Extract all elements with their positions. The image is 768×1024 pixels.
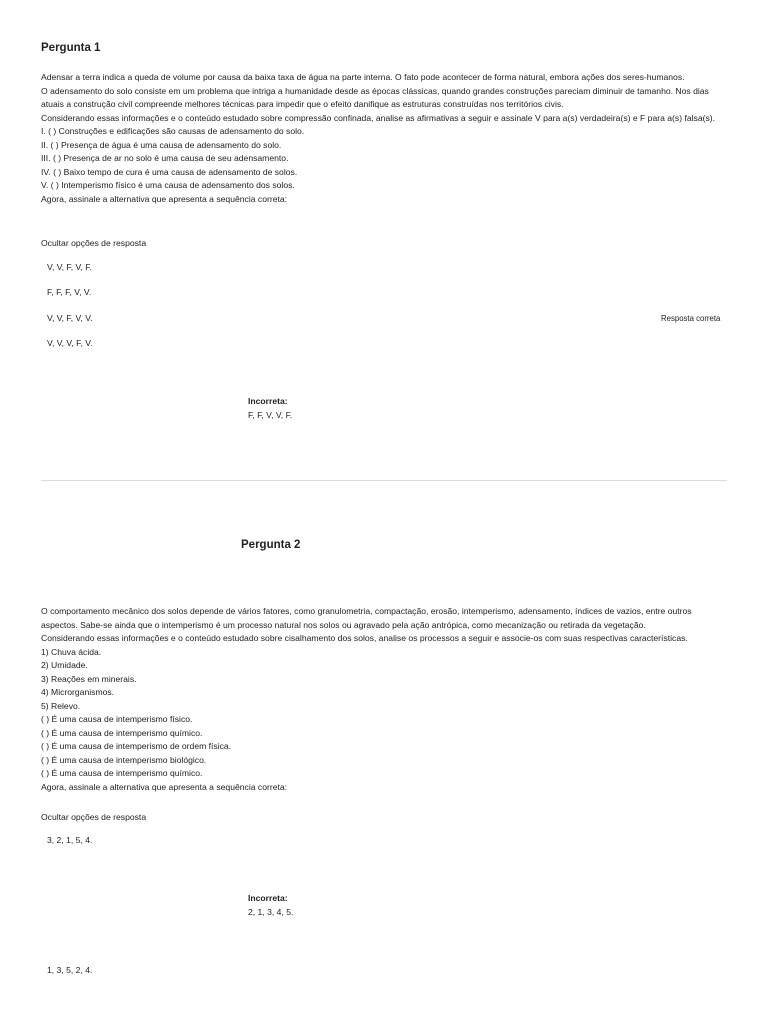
- question-2-characteristic: ( ) É uma causa de intemperismo biológico.: [41, 754, 207, 765]
- question-1-option-b[interactable]: F, F, F, V, V.: [47, 287, 92, 297]
- question-1-paragraph: Considerando essas informações e o conteúdo estudado sobre compressão confinada, analise as afirmativas a seguir e assinale V para a(s) verdadeira(s) e F para a(s) falsa(s).: [41, 112, 716, 123]
- question-1-statement: [41, 71, 729, 206]
- question-1-option-c[interactable]: V, V, F, V, V.: [47, 313, 93, 323]
- question-2-item-5: 5) Relevo.: [41, 700, 81, 711]
- question-2-item-1: 1) Chuva ácida.: [41, 646, 102, 657]
- question-2-paragraph: Considerando essas informações e o conteúdo estudado sobre cisalhamento dos solos, analise os processos a seguir e associe-os com suas respectivas características.: [41, 633, 688, 643]
- question-2-item-4: 4) Microrganismos.: [41, 687, 115, 697]
- question-1-option-a[interactable]: V, V, F, V, F.: [47, 262, 92, 272]
- question-2-title: Pergunta 2: [241, 539, 301, 551]
- question-2-characteristic: ( ) É uma causa de intemperismo químico.: [41, 768, 203, 778]
- question-1-hide-options-link[interactable]: Ocultar opções de resposta: [41, 238, 147, 248]
- question-1-incorrect-answer: F, F, V, V, F.: [248, 410, 293, 420]
- question-1-paragraph: Adensar a terra indica a queda de volume por causa da baixa taxa de água na parte interna. O fato pode acontecer de forma natural, embora ações dos seres-humanos.: [41, 72, 685, 82]
- question-2-option-c[interactable]: 1, 3, 5, 2, 4.: [47, 965, 93, 975]
- question-2-item-3: 3) Reações em minerais.: [41, 673, 137, 684]
- question-1-statement-iii: III. ( ) Presença de ar no solo é uma causa de seu adensamento.: [41, 153, 289, 163]
- question-1-option-d[interactable]: V, V, V, F, V.: [47, 338, 93, 348]
- question-2-characteristic: ( ) É uma causa de intemperismo físico.: [41, 714, 193, 724]
- correct-answer-label: Resposta correta: [661, 314, 721, 323]
- incorrect-label: Incorreta:: [248, 893, 288, 903]
- question-1-statement-iv: IV. ( ) Baixo tempo de cura é uma causa de adensamento de solos.: [41, 166, 298, 177]
- question-1-statement-ii: II. ( ) Presença de água é uma causa de adensamento do solo.: [41, 139, 282, 150]
- incorrect-label: Incorreta:: [248, 396, 288, 406]
- question-2-characteristic: ( ) É uma causa de intemperismo de ordem física.: [41, 741, 232, 751]
- question-2-item-2: 2) Umidade.: [41, 660, 88, 670]
- question-1-statement-i: I. ( ) Construções e edificações são causas de adensamento do solo.: [41, 126, 305, 136]
- question-2-prompt: Agora, assinale a alternativa que apresenta a sequência correta:: [41, 781, 288, 792]
- question-divider: [41, 480, 727, 481]
- question-2-option-a[interactable]: 3, 2, 1, 5, 4.: [47, 835, 93, 845]
- question-2-statement: [41, 605, 729, 794]
- question-1-paragraph: O adensamento do solo consiste em um problema que intriga a humanidade desde as épocas clássicas, quando grandes construções pareciam diminuir de tamanho. Nos dias atuais a construção civil compreende melhores técnicas para impedir que o efeito danifique as estruturas construídas nos territórios civis.: [41, 85, 709, 109]
- question-2-characteristic: ( ) É uma causa de intemperismo químico.: [41, 727, 203, 738]
- question-2-hide-options-link[interactable]: Ocultar opções de resposta: [41, 812, 147, 822]
- question-1-prompt: Agora, assinale a alternativa que apresenta a sequência correta:: [41, 193, 288, 204]
- question-1-title: Pergunta 1: [41, 42, 101, 54]
- question-2-paragraph: O comportamento mecânico dos solos depende de vários fatores, como granulometria, compactação, erosão, intemperismo, adensamento, índices de vazios, entre outros aspectos. Sabe-se ainda que o intemperismo é um processo natural nos solos ou agravado pela ação antrópica, como mecanização ou retirada da vegetação.: [41, 606, 692, 630]
- question-2-incorrect-answer: 2, 1, 3, 4, 5.: [248, 907, 294, 917]
- question-1-statement-v: V. ( ) Intemperismo físico é uma causa de adensamento dos solos.: [41, 180, 295, 190]
